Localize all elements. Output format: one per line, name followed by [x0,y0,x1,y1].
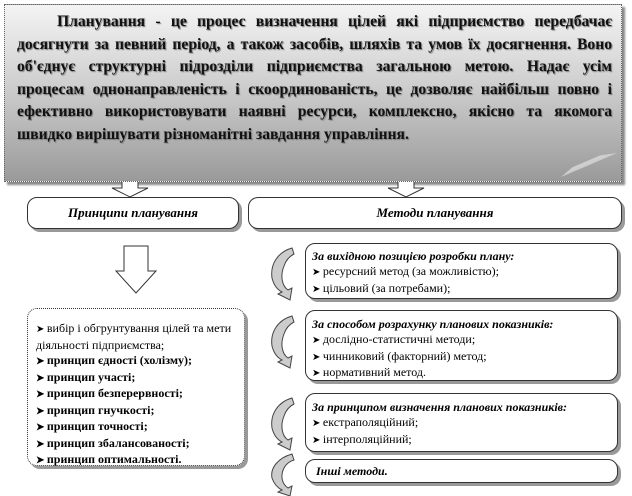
method-item: ➤ ресурсний метод (за можливістю); [312,264,611,281]
method-group [305,459,618,483]
principles-list [27,308,245,466]
principle-item: ➤ принцип участі; [36,370,236,387]
method-group-title: Інші методи. [316,464,388,478]
method-item: ➤ дослідно-статистичні методи; [312,332,611,349]
principle-item: ➤ принцип гнучкості; [36,403,236,420]
principle-item: ➤ принцип безперервності; [36,386,236,403]
methods-header: Методи планування [248,197,622,229]
method-item: ➤ нормативний метод. [312,365,611,382]
principle-item: ➤ принцип оптимальності. [36,452,236,469]
method-item: ➤ інтерполяційний; [312,432,611,449]
principles-header: Принципи планування [27,197,239,229]
method-group [305,310,618,381]
definition-term: Планування [57,13,146,30]
down-arrow-icon [114,245,158,295]
method-group [305,393,618,452]
method-group-title: За принципом визначення планових показників: [312,400,568,414]
curved-arrow-icon [266,396,296,452]
curved-arrow-icon [266,314,296,370]
method-group [305,243,618,299]
method-item: ➤ цільовий (за потребами); [312,281,611,298]
principle-item: ➤ принцип збалансованості; [36,436,236,453]
method-item: ➤ чинниковий (факторний) метод; [312,349,611,366]
principle-item: ➤ вибір і обгрунтування цілей та мети діяльності підприємства; [36,321,236,353]
down-arrow-icon [386,182,426,198]
curved-arrow-icon [266,452,296,496]
method-group-title: За способом розрахунку планових показників: [312,317,554,331]
down-arrow-icon [110,182,150,198]
curved-arrow-icon [266,246,296,302]
definition-banner [4,4,622,182]
principle-item: ➤ принцип єдності (холізму); [36,353,236,370]
method-item: ➤ екстраполяційний; [312,415,611,432]
page-curl-icon [561,153,617,177]
method-group-title: За вихідною позицією розробки плану: [312,249,515,263]
definition-text: - це процес визначення цілей які підприємство передбачає досягнути за певний період, а також засобів, шляхів та умов їх досягнення. Воно об'єднує структурні підрозділи підприємства загальною метою. Надає усім процесам однонаправленість і скоординованість, це дозволяє найбільш повно і ефективно використовувати наявні ресурси, комплексно, якісно та якомога швидко вирішувати різноманітні завдання управління. [17,13,612,143]
principle-item: ➤ принцип точності; [36,419,236,436]
